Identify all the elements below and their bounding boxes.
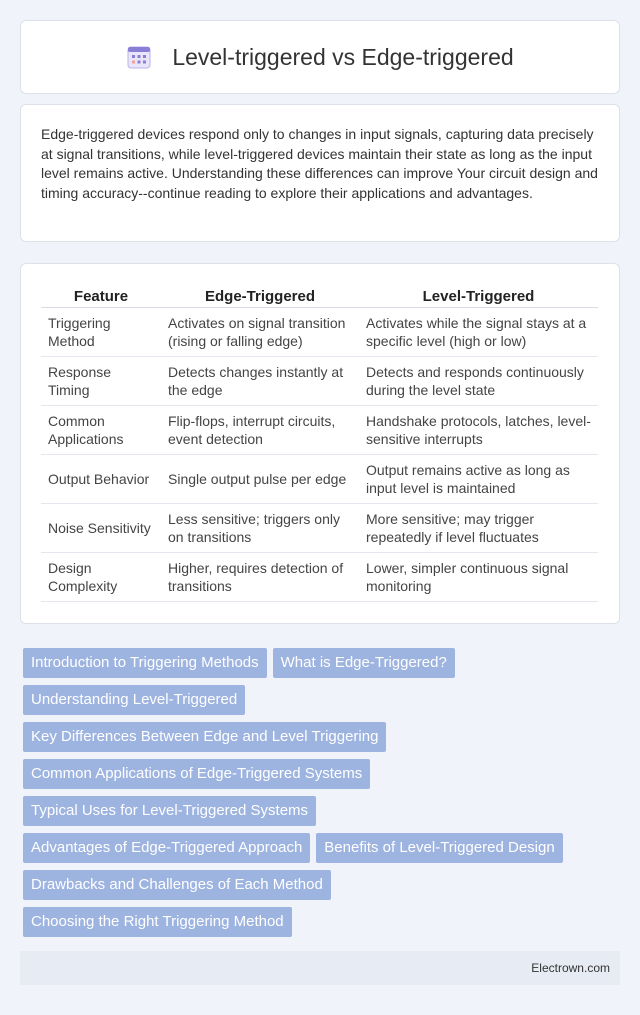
comparison-table-card: [20, 263, 620, 624]
table-cell: Single output pulse per edge: [161, 454, 359, 503]
table-row: [41, 552, 598, 601]
table-row: [41, 454, 598, 503]
header-card: [20, 20, 620, 94]
table-cell: Activates while the signal stays at a specific level (high or low): [359, 307, 598, 356]
tag-edge-applications[interactable]: Common Applications of Edge-Triggered Systems: [23, 759, 370, 789]
table-cell: Triggering Method: [41, 307, 161, 356]
tag-level-benefits[interactable]: Benefits of Level-Triggered Design: [316, 833, 562, 863]
table-cell: Design Complexity: [41, 552, 161, 601]
table-row: [41, 307, 598, 356]
intro-text: Edge-triggered devices respond only to changes in input signals, capturing data precisely at signal transitions, while level-triggered devices maintain their state as long as the input level remains active. Understanding these differences can improve Your circuit design and timing accuracy--continue reading to explore their applications and advantages.: [41, 126, 598, 201]
table-cell: Response Timing: [41, 356, 161, 405]
header-level-triggered: Level-Triggered: [359, 284, 598, 307]
tag-level-uses[interactable]: Typical Uses for Level-Triggered Systems: [23, 796, 316, 826]
table-cell: Output Behavior: [41, 454, 161, 503]
table-header-row: [41, 284, 598, 307]
topic-tags: [23, 648, 603, 944]
table-cell: Noise Sensitivity: [41, 503, 161, 552]
calendar-grid-icon: [126, 44, 152, 70]
tag-edge-advantages[interactable]: Advantages of Edge-Triggered Approach: [23, 833, 310, 863]
table-cell: Handshake protocols, latches, level-sensitive interrupts: [359, 405, 598, 454]
tag-key-differences[interactable]: Key Differences Between Edge and Level Triggering: [23, 722, 386, 752]
tag-introduction[interactable]: Introduction to Triggering Methods: [23, 648, 267, 678]
tag-choosing-method[interactable]: Choosing the Right Triggering Method: [23, 907, 292, 937]
page-title: Level-triggered vs Edge-triggered: [172, 43, 514, 70]
table-row: [41, 405, 598, 454]
table-cell: Output remains active as long as input level is maintained: [359, 454, 598, 503]
table-row: [41, 503, 598, 552]
comparison-table: [41, 284, 598, 602]
tag-drawbacks[interactable]: Drawbacks and Challenges of Each Method: [23, 870, 331, 900]
tag-understanding-level-triggered[interactable]: Understanding Level-Triggered: [23, 685, 245, 715]
table-cell: Less sensitive; triggers only on transitions: [161, 503, 359, 552]
header-feature: Feature: [41, 284, 161, 307]
intro-card: [20, 104, 620, 242]
tag-what-is-edge-triggered[interactable]: What is Edge-Triggered?: [273, 648, 455, 678]
table-cell: Detects changes instantly at the edge: [161, 356, 359, 405]
table-row: [41, 356, 598, 405]
table-cell: Flip-flops, interrupt circuits, event detection: [161, 405, 359, 454]
table-cell: Detects and responds continuously during the level state: [359, 356, 598, 405]
table-cell: Higher, requires detection of transitions: [161, 552, 359, 601]
footer: [20, 951, 620, 985]
header-edge-triggered: Edge-Triggered: [161, 284, 359, 307]
table-cell: Lower, simpler continuous signal monitoring: [359, 552, 598, 601]
table-cell: Activates on signal transition (rising or falling edge): [161, 307, 359, 356]
footer-site[interactable]: Electrown.com: [531, 961, 610, 975]
table-cell: More sensitive; may trigger repeatedly if level fluctuates: [359, 503, 598, 552]
table-cell: Common Applications: [41, 405, 161, 454]
